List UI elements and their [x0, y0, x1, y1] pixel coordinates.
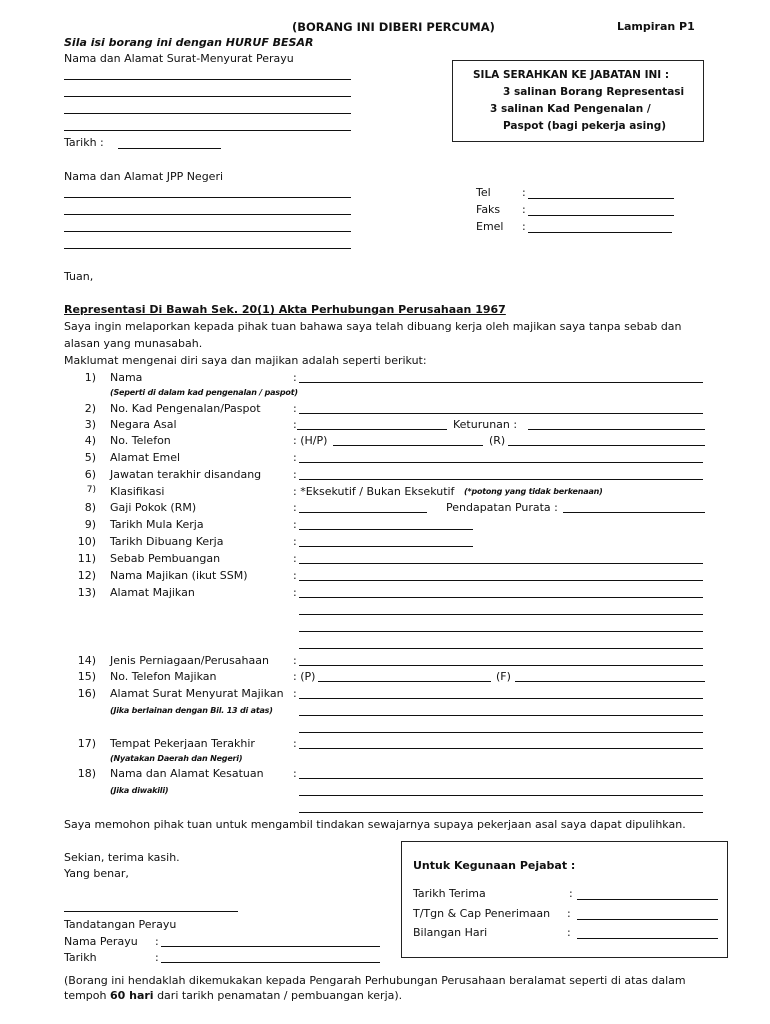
field-4-number: 4) [84, 434, 96, 447]
field-16-label: Alamat Surat Menyurat Majikan [110, 687, 284, 700]
field-16-input-line-3[interactable] [299, 732, 703, 733]
field-5-input[interactable] [299, 462, 703, 463]
closing-yours: Yang benar, [64, 867, 129, 880]
office-received-colon: : [569, 887, 573, 900]
footer-note-line-2 [64, 989, 402, 1002]
complainant-address-line-4[interactable] [64, 130, 351, 131]
field-8-colon: : [293, 501, 297, 514]
jpp-faks-field[interactable] [528, 215, 674, 216]
submit-box-line-1: 3 salinan Borang Representasi [503, 86, 685, 98]
field-15-f-input[interactable] [515, 681, 705, 682]
field-12-label: Nama Majikan (ikut SSM) [110, 569, 248, 582]
field-15-number: 15) [77, 670, 96, 683]
field-8-extra-label: Pendapatan Purata : [446, 501, 558, 514]
field-3-extra-label: Keturunan : [453, 418, 518, 431]
field-17-note: (Nyatakan Daerah dan Negeri) [110, 754, 243, 763]
field-1-label: Nama [110, 371, 143, 384]
closing-date-colon: : [155, 951, 159, 964]
field-9-label: Tarikh Mula Kerja [110, 518, 204, 531]
appellant-name-colon: : [155, 935, 159, 948]
field-4-hp-label: : (H/P) [293, 434, 328, 447]
field-16-input-line-2[interactable] [299, 715, 703, 716]
field-18-input-line-1[interactable] [299, 778, 703, 779]
field-1-colon: : [293, 371, 297, 384]
field-5-colon: : [293, 451, 297, 464]
field-8-input[interactable] [299, 512, 427, 513]
field-7-label: Klasifikasi [110, 485, 165, 498]
office-stamp-colon: : [567, 907, 571, 920]
footer-note-pre: tempoh [64, 989, 110, 1002]
office-use-title: Untuk Kegunaan Pejabat : [413, 859, 576, 872]
instruction: Sila isi borang ini dengan HURUF BESAR [64, 36, 314, 49]
field-10-label: Tarikh Dibuang Kerja [110, 535, 224, 548]
jpp-address-line-3[interactable] [64, 231, 351, 232]
submit-box-title: SILA SERAHKAN KE JABATAN INI : [473, 69, 670, 81]
field-7-value[interactable]: : *Eksekutif / Bukan Eksekutif [293, 485, 455, 498]
office-use-box [401, 841, 728, 958]
field-16-input-line-1[interactable] [299, 698, 703, 699]
office-stamp-label: T/Tgn & Cap Penerimaan [413, 907, 551, 920]
jpp-label: Nama dan Alamat JPP Negeri [64, 170, 224, 183]
field-2-number: 2) [84, 402, 96, 415]
field-16-colon: : [293, 687, 297, 700]
section-heading: Representasi Di Bawah Sek. 20(1) Akta Perhubungan Perusahaan 1967 [64, 303, 506, 316]
field-13-input-line-1[interactable] [299, 597, 703, 598]
field-8-number: 8) [84, 501, 96, 514]
field-12-number: 12) [77, 569, 96, 582]
footer-note-line-1: (Borang ini hendaklah dikemukakan kepada Pengarah Perhubungan Perusahaan beralamat seperti di atas dalam [64, 974, 686, 987]
field-1-number: 1) [84, 371, 96, 384]
field-14-colon: : [293, 654, 297, 667]
field-3-extra-input[interactable] [528, 429, 705, 430]
office-received-label: Tarikh Terima [413, 887, 486, 900]
field-18-input-line-2[interactable] [299, 795, 703, 796]
field-1-note: (Seperti di dalam kad pengenalan / paspot) [110, 388, 298, 397]
field-6-colon: : [293, 468, 297, 481]
field-13-input-line-4[interactable] [299, 648, 703, 649]
field-4-r-label: (R) [489, 434, 506, 447]
submit-box-line-3: Paspot (bagi pekerja asing) [503, 120, 667, 132]
field-10-number: 10) [77, 535, 96, 548]
jpp-address-line-4[interactable] [64, 248, 351, 249]
field-4-r-input[interactable] [508, 445, 705, 446]
field-14-input[interactable] [299, 665, 703, 666]
signature-line[interactable] [64, 911, 238, 912]
field-4-label: No. Telefon [110, 434, 171, 447]
field-18-colon: : [293, 767, 297, 780]
salutation: Tuan, [64, 270, 94, 283]
field-18-input-line-3[interactable] [299, 812, 703, 813]
field-18-note: (Jika diwakili) [110, 786, 169, 795]
field-13-colon: : [293, 586, 297, 599]
field-5-number: 5) [84, 451, 96, 464]
field-17-colon: : [293, 737, 297, 750]
field-13-input-line-2[interactable] [299, 614, 703, 615]
paragraph-2: Maklumat mengenai diri saya dan majikan adalah seperti berikut: [64, 354, 427, 367]
field-12-input[interactable] [299, 580, 703, 581]
field-6-number: 6) [84, 468, 96, 481]
jpp-address-line-1[interactable] [64, 197, 351, 198]
field-13-label: Alamat Majikan [110, 586, 195, 599]
field-9-number: 9) [84, 518, 96, 531]
field-10-colon: : [293, 535, 297, 548]
field-9-colon: : [293, 518, 297, 531]
field-7-number: 7) [86, 485, 96, 495]
field-3-number: 3) [84, 418, 96, 431]
signature-label: Tandatangan Perayu [64, 918, 177, 931]
field-18-label: Nama dan Alamat Kesatuan [110, 767, 264, 780]
jpp-emel-colon: : [522, 220, 526, 233]
field-11-label: Sebab Pembuangan [110, 552, 221, 565]
field-16-note: (Jika berlainan dengan Bil. 13 di atas) [110, 706, 273, 715]
jpp-faks-colon: : [522, 203, 526, 216]
field-6-label: Jawatan terakhir disandang [110, 468, 262, 481]
jpp-address-line-2[interactable] [64, 214, 351, 215]
footer-note-post: dari tarikh penamatan / pembuangan kerja). [153, 989, 403, 1002]
field-13-input-line-3[interactable] [299, 631, 703, 632]
field-3-label: Negara Asal [110, 418, 177, 431]
office-received-input[interactable] [577, 899, 718, 900]
complainant-address-line-3[interactable] [64, 113, 351, 114]
closing-date-label: Tarikh [64, 951, 97, 964]
date-field[interactable] [118, 148, 221, 149]
submit-instructions-box [452, 60, 704, 142]
paragraph-1-line-1: Saya ingin melaporkan kepada pihak tuan bahawa saya telah dibuang kerja oleh majikan saya tanpa sebab dan [64, 320, 682, 333]
annex-label: Lampiran P1 [617, 20, 695, 33]
field-14-number: 14) [77, 654, 96, 667]
field-11-number: 11) [77, 552, 96, 565]
complainant-address-label: Nama dan Alamat Surat-Menyurat Perayu [64, 52, 294, 65]
field-17-label: Tempat Pekerjaan Terakhir [110, 737, 255, 750]
field-3-colon: : [293, 418, 297, 431]
field-15-p-label: : (P) [293, 670, 316, 683]
field-2-input[interactable] [299, 413, 703, 414]
field-12-colon: : [293, 569, 297, 582]
field-17-number: 17) [77, 737, 96, 750]
field-8-label: Gaji Pokok (RM) [110, 501, 197, 514]
jpp-tel-field[interactable] [528, 198, 674, 199]
field-14-label: Jenis Perniagaan/Perusahaan [110, 654, 269, 667]
paragraph-1-line-2: alasan yang munasabah. [64, 337, 203, 350]
jpp-tel-label: Tel [476, 186, 491, 199]
field-6-input[interactable] [299, 479, 703, 480]
field-5-label: Alamat Emel [110, 451, 181, 464]
office-stamp-input[interactable] [577, 919, 718, 920]
office-days-colon: : [567, 926, 571, 939]
closing-thanks: Sekian, terima kasih. [64, 851, 180, 864]
form-title: (BORANG INI DIBERI PERCUMA) [292, 20, 495, 34]
office-days-label: Bilangan Hari [413, 926, 488, 939]
field-3-input[interactable] [297, 429, 447, 430]
complainant-address-line-2[interactable] [64, 96, 351, 97]
jpp-emel-label: Emel [476, 220, 504, 233]
field-7-note: (*potong yang tidak berkenaan) [464, 487, 603, 496]
field-15-label: No. Telefon Majikan [110, 670, 217, 683]
field-1-input[interactable] [299, 382, 703, 383]
jpp-tel-colon: : [522, 186, 526, 199]
field-16-number: 16) [77, 687, 96, 700]
appellant-name-input[interactable] [161, 946, 380, 947]
field-2-label: No. Kad Pengenalan/Paspot [110, 402, 261, 415]
field-8-extra-input[interactable] [563, 512, 705, 513]
office-days-input[interactable] [577, 938, 718, 939]
date-label: Tarikh : [64, 136, 104, 149]
field-4-hp-input[interactable] [333, 445, 483, 446]
footer-note-days: 60 hari [109, 989, 154, 1002]
field-15-f-label: (F) [496, 670, 511, 683]
submit-box-line-2: 3 salinan Kad Pengenalan / [490, 103, 651, 115]
field-17-input[interactable] [299, 748, 703, 749]
field-18-number: 18) [77, 767, 96, 780]
field-10-input[interactable] [299, 546, 473, 547]
jpp-emel-field[interactable] [528, 232, 672, 233]
field-15-p-input[interactable] [318, 681, 491, 682]
field-9-input[interactable] [299, 529, 473, 530]
closing-date-input[interactable] [161, 962, 380, 963]
jpp-faks-label: Faks [476, 203, 501, 216]
complainant-address-line-1[interactable] [64, 79, 351, 80]
appellant-name-label: Nama Perayu [64, 935, 138, 948]
request-statement: Saya memohon pihak tuan untuk mengambil tindakan sewajarnya supaya pekerjaan asal saya dapat dipulihkan. [64, 818, 686, 831]
field-2-colon: : [293, 402, 297, 415]
field-13-number: 13) [77, 586, 96, 599]
field-11-colon: : [293, 552, 297, 565]
field-11-input[interactable] [299, 563, 703, 564]
